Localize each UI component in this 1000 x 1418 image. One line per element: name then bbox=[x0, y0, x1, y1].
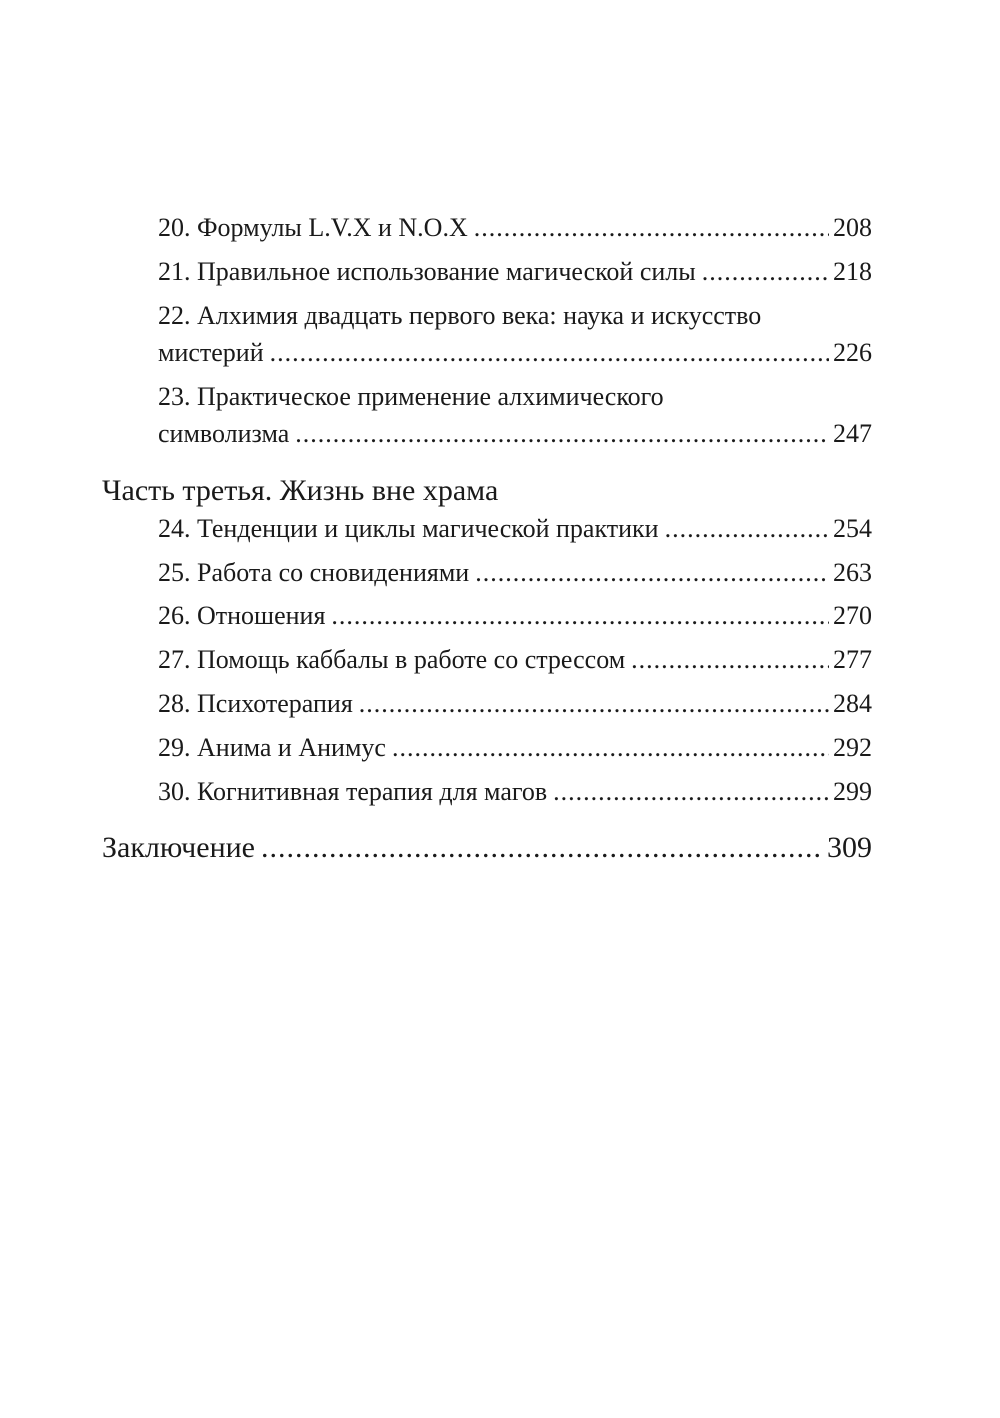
toc-entry-25[interactable] bbox=[158, 556, 872, 590]
dot-leader bbox=[475, 556, 829, 590]
toc-entry-26[interactable] bbox=[158, 599, 872, 633]
dot-leader bbox=[474, 211, 829, 245]
toc-entry-22[interactable] bbox=[158, 336, 872, 370]
toc-entry-conclusion[interactable] bbox=[102, 829, 872, 867]
toc-page-number: 247 bbox=[833, 419, 872, 448]
toc-page-number: 218 bbox=[833, 257, 872, 286]
toc-page-number: 284 bbox=[833, 689, 872, 718]
toc-page-number: 254 bbox=[833, 514, 872, 543]
toc-entry-title: 27. Помощь каббалы в работе со стрессом bbox=[158, 645, 626, 674]
toc-page-number: 263 bbox=[833, 558, 872, 587]
toc-entry-title: Заключение bbox=[102, 831, 255, 864]
toc-page-number: 270 bbox=[833, 601, 872, 630]
dot-leader bbox=[631, 643, 829, 677]
toc-page-number: 208 bbox=[833, 213, 872, 242]
toc-page-number: 299 bbox=[833, 777, 872, 806]
toc-entry-title: 25. Работа со сновидениями bbox=[158, 558, 470, 587]
toc-entry-29[interactable] bbox=[158, 731, 872, 765]
toc-page-number: 292 bbox=[833, 733, 872, 762]
dot-leader bbox=[392, 731, 829, 765]
toc-page-number: 309 bbox=[827, 831, 872, 864]
part-heading[interactable]: Часть третья. Жизнь вне храма bbox=[102, 474, 499, 507]
toc-page-number: 277 bbox=[833, 645, 872, 674]
toc-entry-title: 30. Когнитивная терапия для магов bbox=[158, 777, 548, 806]
toc-entry-23[interactable] bbox=[158, 417, 872, 451]
toc-entry-28[interactable] bbox=[158, 687, 872, 721]
toc-entry-21[interactable] bbox=[158, 255, 872, 289]
dot-leader bbox=[295, 417, 829, 451]
toc-entry-30[interactable] bbox=[158, 775, 872, 809]
toc-entry-27[interactable] bbox=[158, 643, 872, 677]
dot-leader bbox=[270, 336, 829, 370]
toc-entry-title: 20. Формулы L.V.X и N.O.X bbox=[158, 213, 468, 242]
toc-entry-23-line1[interactable]: 23. Практическое применение алхимического bbox=[158, 382, 664, 411]
toc-entry-title: 28. Психотерапия bbox=[158, 689, 353, 718]
toc-entry-title: 29. Анима и Анимус bbox=[158, 733, 386, 762]
toc-entry-title: мистерий bbox=[158, 338, 264, 367]
dot-leader bbox=[261, 829, 823, 867]
dot-leader bbox=[665, 512, 829, 546]
toc-entry-24[interactable] bbox=[158, 512, 872, 546]
toc-entry-20[interactable] bbox=[158, 211, 872, 245]
toc-entry-title: 26. Отношения bbox=[158, 601, 326, 630]
toc-entry-title: 21. Правильное использование магической силы bbox=[158, 257, 696, 286]
toc-entry-title: 24. Тенденции и циклы магической практики bbox=[158, 514, 659, 543]
toc-entry-22-line1[interactable]: 22. Алхимия двадцать первого века: наука и искусство bbox=[158, 301, 762, 330]
dot-leader bbox=[553, 775, 829, 809]
toc-entry-title: символизма bbox=[158, 419, 290, 448]
dot-leader bbox=[359, 687, 829, 721]
toc-page-number: 226 bbox=[833, 338, 872, 367]
dot-leader bbox=[702, 255, 829, 289]
dot-leader bbox=[331, 599, 829, 633]
